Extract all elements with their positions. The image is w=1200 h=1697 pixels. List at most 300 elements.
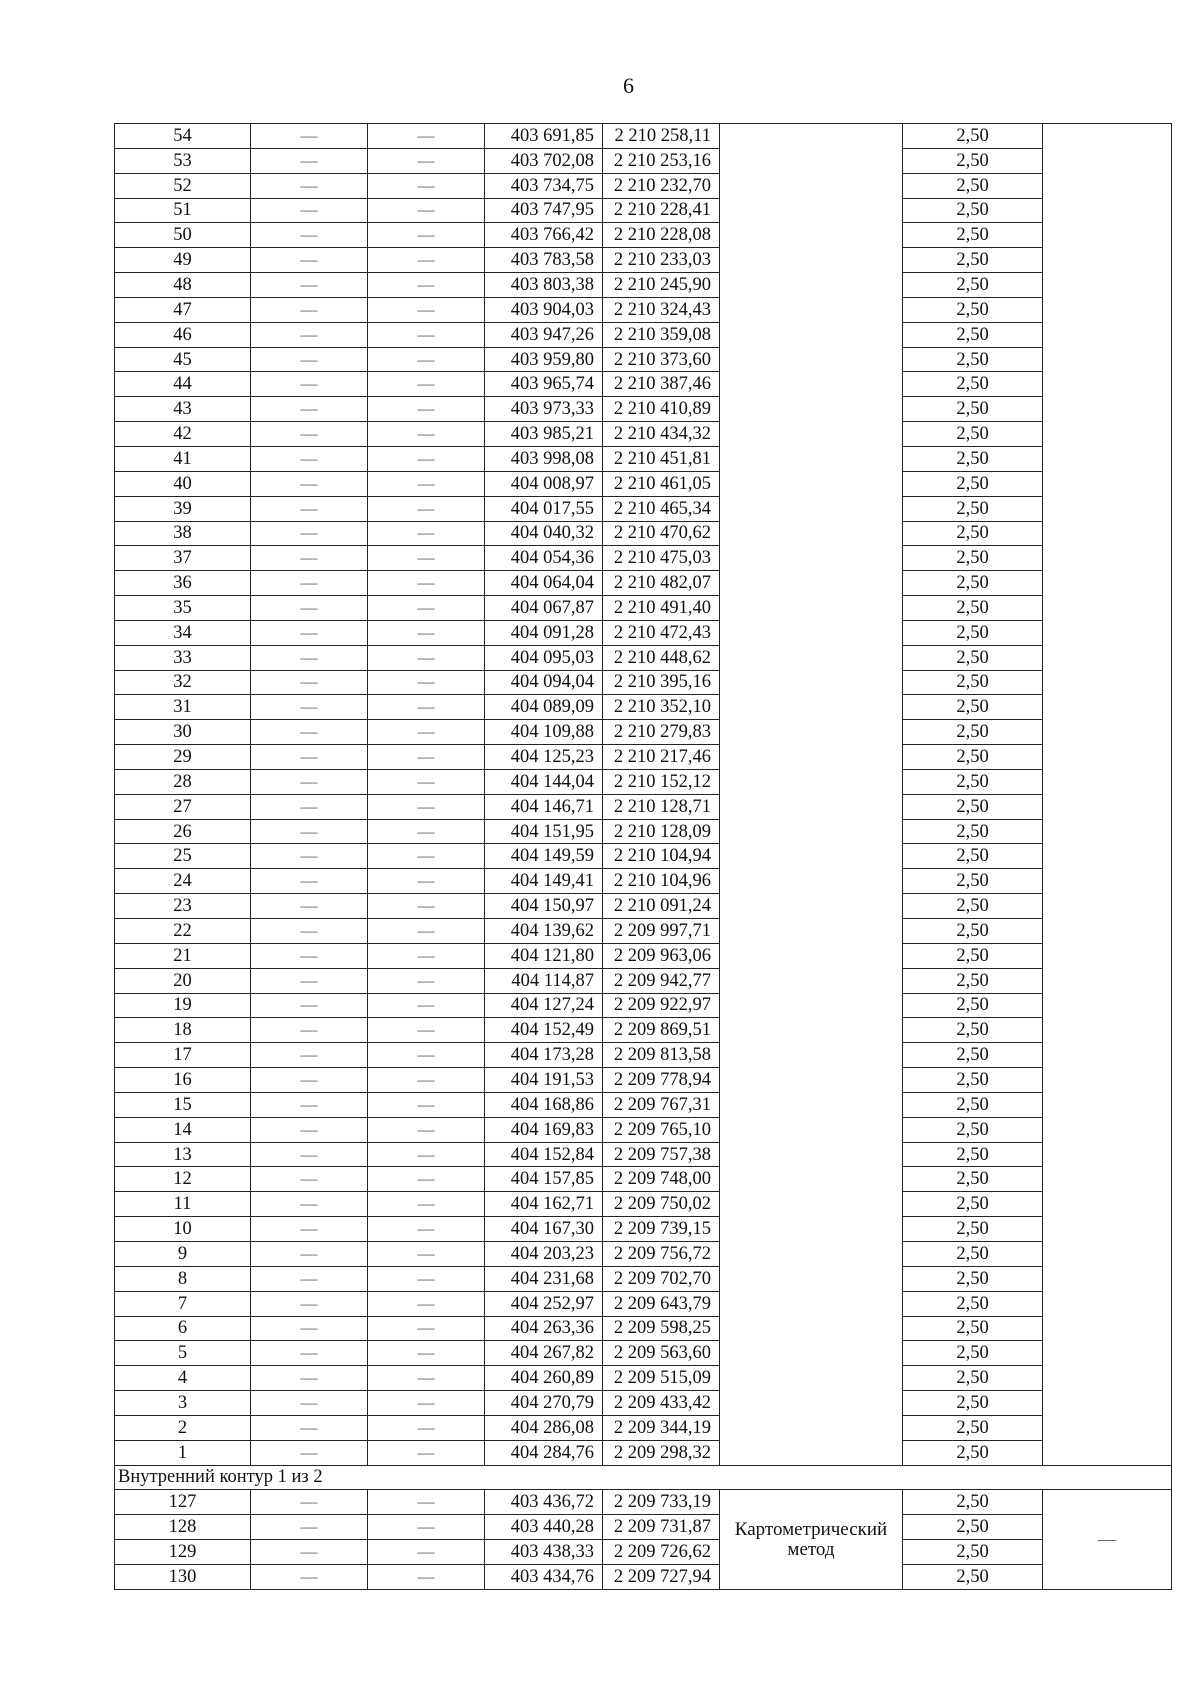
point-number-cell: 14 [115, 1117, 251, 1142]
coord-y-cell: 2 209 757,38 [603, 1142, 720, 1167]
table-row [115, 521, 1172, 546]
point-number-cell: 21 [115, 943, 251, 968]
point-number-cell: 37 [115, 546, 251, 571]
dash-cell: — [251, 1018, 368, 1043]
table-row [115, 1415, 1172, 1440]
dash-cell: — [368, 173, 485, 198]
point-number-cell: 3 [115, 1391, 251, 1416]
coord-y-cell: 2 210 152,12 [603, 769, 720, 794]
coord-x-cell: 404 095,03 [485, 645, 603, 670]
point-number-cell: 30 [115, 720, 251, 745]
dash-cell: — [368, 1540, 485, 1565]
table-row [115, 1241, 1172, 1266]
table-row [115, 1167, 1172, 1192]
point-number-cell: 36 [115, 571, 251, 596]
coord-y-cell: 2 209 750,02 [603, 1192, 720, 1217]
dash-cell: — [368, 124, 485, 149]
accuracy-cell: 2,50 [903, 1540, 1043, 1565]
accuracy-cell: 2,50 [903, 919, 1043, 944]
accuracy-cell: 2,50 [903, 571, 1043, 596]
coord-y-cell: 2 209 515,09 [603, 1366, 720, 1391]
dash-cell: — [251, 1440, 368, 1465]
coord-y-cell: 2 210 410,89 [603, 397, 720, 422]
dash-cell: — [368, 596, 485, 621]
dash-cell: — [251, 1167, 368, 1192]
accuracy-cell: 2,50 [903, 521, 1043, 546]
coord-y-cell: 2 210 245,90 [603, 273, 720, 298]
table-row [115, 1366, 1172, 1391]
coord-y-cell: 2 210 491,40 [603, 596, 720, 621]
table-row [115, 496, 1172, 521]
dash-cell: — [368, 372, 485, 397]
coord-x-cell: 404 008,97 [485, 471, 603, 496]
coord-x-cell: 404 114,87 [485, 968, 603, 993]
coord-x-cell: 403 766,42 [485, 223, 603, 248]
dash-cell: — [368, 819, 485, 844]
accuracy-cell: 2,50 [903, 1092, 1043, 1117]
accuracy-cell: 2,50 [903, 273, 1043, 298]
accuracy-cell: 2,50 [903, 1316, 1043, 1341]
point-number-cell: 5 [115, 1341, 251, 1366]
dash-cell: — [251, 1366, 368, 1391]
point-number-cell: 50 [115, 223, 251, 248]
dash-cell: — [368, 1117, 485, 1142]
point-number-cell: 8 [115, 1266, 251, 1291]
dash-cell: — [251, 620, 368, 645]
coord-y-cell: 2 209 731,87 [603, 1515, 720, 1540]
coord-y-cell: 2 210 475,03 [603, 546, 720, 571]
coord-y-cell: 2 210 461,05 [603, 471, 720, 496]
accuracy-cell: 2,50 [903, 1068, 1043, 1093]
table-row [115, 1092, 1172, 1117]
coord-y-cell: 2 210 472,43 [603, 620, 720, 645]
dash-cell: — [251, 273, 368, 298]
accuracy-cell: 2,50 [903, 943, 1043, 968]
dash-cell: — [368, 1391, 485, 1416]
coord-x-cell: 404 146,71 [485, 794, 603, 819]
point-number-cell: 49 [115, 248, 251, 273]
table-row [115, 670, 1172, 695]
dash-cell: — [251, 297, 368, 322]
coord-x-cell: 404 091,28 [485, 620, 603, 645]
coord-x-cell: 404 064,04 [485, 571, 603, 596]
coord-y-cell: 2 210 128,09 [603, 819, 720, 844]
point-number-cell: 24 [115, 869, 251, 894]
dash-cell: — [251, 521, 368, 546]
dash-cell: — [368, 769, 485, 794]
coord-y-cell: 2 210 465,34 [603, 496, 720, 521]
dash-cell: — [368, 1092, 485, 1117]
table-row [115, 1266, 1172, 1291]
coord-y-cell: 2 210 228,41 [603, 198, 720, 223]
accuracy-cell: 2,50 [903, 844, 1043, 869]
table-row [115, 1192, 1172, 1217]
coord-x-cell: 404 121,80 [485, 943, 603, 968]
dash-cell: — [251, 446, 368, 471]
coord-y-cell: 2 210 104,94 [603, 844, 720, 869]
dash-cell: — [368, 968, 485, 993]
accuracy-cell: 2,50 [903, 1440, 1043, 1465]
point-number-cell: 7 [115, 1291, 251, 1316]
coord-y-cell: 2 209 643,79 [603, 1291, 720, 1316]
coord-x-cell: 404 125,23 [485, 745, 603, 770]
point-number-cell: 47 [115, 297, 251, 322]
point-number-cell: 129 [115, 1540, 251, 1565]
dash-cell: — [251, 223, 368, 248]
dash-cell: — [368, 248, 485, 273]
accuracy-cell: 2,50 [903, 148, 1043, 173]
coord-x-cell: 403 783,58 [485, 248, 603, 273]
dash-cell: — [251, 148, 368, 173]
point-number-cell: 28 [115, 769, 251, 794]
dash-cell: — [368, 1192, 485, 1217]
dash-cell: — [368, 496, 485, 521]
coord-x-cell: 404 286,08 [485, 1415, 603, 1440]
coord-y-cell: 2 209 727,94 [603, 1564, 720, 1589]
accuracy-cell: 2,50 [903, 869, 1043, 894]
point-number-cell: 29 [115, 745, 251, 770]
accuracy-cell: 2,50 [903, 496, 1043, 521]
accuracy-cell: 2,50 [903, 968, 1043, 993]
dash-cell: — [368, 1167, 485, 1192]
dash-cell: — [251, 1316, 368, 1341]
dash-cell: — [251, 496, 368, 521]
coord-y-cell: 2 210 228,08 [603, 223, 720, 248]
table-row [115, 422, 1172, 447]
dash-cell: — [251, 422, 368, 447]
coord-x-cell: 404 127,24 [485, 993, 603, 1018]
table-row [115, 297, 1172, 322]
accuracy-cell: 2,50 [903, 620, 1043, 645]
dash-cell: — [368, 1564, 485, 1589]
dash-cell: — [251, 645, 368, 670]
dash-cell: — [368, 347, 485, 372]
table-row [115, 1540, 1172, 1565]
table-row [115, 720, 1172, 745]
coord-y-cell: 2 210 352,10 [603, 695, 720, 720]
table-row [115, 322, 1172, 347]
dash-cell: — [251, 1068, 368, 1093]
coord-x-cell: 403 691,85 [485, 124, 603, 149]
coord-x-cell: 404 017,55 [485, 496, 603, 521]
coord-y-cell: 2 210 258,11 [603, 124, 720, 149]
table-row [115, 1316, 1172, 1341]
table-row [115, 919, 1172, 944]
point-number-cell: 16 [115, 1068, 251, 1093]
accuracy-cell: 2,50 [903, 769, 1043, 794]
dash-cell: — [251, 1266, 368, 1291]
coord-y-cell: 2 209 813,58 [603, 1043, 720, 1068]
point-number-cell: 27 [115, 794, 251, 819]
dash-cell: — [368, 322, 485, 347]
accuracy-cell: 2,50 [903, 248, 1043, 273]
table-row [115, 1142, 1172, 1167]
dash-cell: — [251, 1564, 368, 1589]
point-number-cell: 43 [115, 397, 251, 422]
coord-y-cell: 2 209 997,71 [603, 919, 720, 944]
point-number-cell: 53 [115, 148, 251, 173]
accuracy-cell: 2,50 [903, 322, 1043, 347]
accuracy-cell: 2,50 [903, 1167, 1043, 1192]
coord-x-cell: 404 284,76 [485, 1440, 603, 1465]
point-number-cell: 35 [115, 596, 251, 621]
point-number-cell: 17 [115, 1043, 251, 1068]
dash-cell: — [251, 1217, 368, 1242]
point-number-cell: 31 [115, 695, 251, 720]
dash-cell: — [368, 297, 485, 322]
coord-y-cell: 2 209 733,19 [603, 1490, 720, 1515]
coord-x-cell: 404 168,86 [485, 1092, 603, 1117]
coord-y-cell: 2 209 869,51 [603, 1018, 720, 1043]
table-row [115, 1440, 1172, 1465]
accuracy-cell: 2,50 [903, 546, 1043, 571]
coord-y-cell: 2 209 767,31 [603, 1092, 720, 1117]
coord-x-cell: 403 965,74 [485, 372, 603, 397]
coord-x-cell: 403 947,26 [485, 322, 603, 347]
dash-cell: — [251, 1291, 368, 1316]
point-number-cell: 34 [115, 620, 251, 645]
dash-cell: — [251, 546, 368, 571]
accuracy-cell: 2,50 [903, 670, 1043, 695]
dash-cell: — [251, 1391, 368, 1416]
point-number-cell: 2 [115, 1415, 251, 1440]
accuracy-cell: 2,50 [903, 1391, 1043, 1416]
description-cell-empty [1043, 124, 1172, 1466]
table-row [115, 124, 1172, 149]
coord-x-cell: 404 152,84 [485, 1142, 603, 1167]
coord-y-cell: 2 209 598,25 [603, 1316, 720, 1341]
point-number-cell: 128 [115, 1515, 251, 1540]
dash-cell: — [251, 571, 368, 596]
dash-cell: — [251, 670, 368, 695]
coord-x-cell: 403 803,38 [485, 273, 603, 298]
table-row [115, 546, 1172, 571]
coord-y-cell: 2 209 726,62 [603, 1540, 720, 1565]
coord-y-cell: 2 210 091,24 [603, 894, 720, 919]
dash-cell: — [368, 1241, 485, 1266]
table-row [115, 1391, 1172, 1416]
point-number-cell: 6 [115, 1316, 251, 1341]
coord-x-cell: 404 263,36 [485, 1316, 603, 1341]
dash-cell: — [368, 1018, 485, 1043]
coord-y-cell: 2 210 482,07 [603, 571, 720, 596]
coord-y-cell: 2 209 748,00 [603, 1167, 720, 1192]
coord-y-cell: 2 210 451,81 [603, 446, 720, 471]
dash-cell: — [368, 894, 485, 919]
table-row [115, 1341, 1172, 1366]
dash-cell: — [251, 471, 368, 496]
table-row [115, 397, 1172, 422]
table-row [115, 1217, 1172, 1242]
point-number-cell: 15 [115, 1092, 251, 1117]
table-row [115, 869, 1172, 894]
point-number-cell: 40 [115, 471, 251, 496]
dash-cell: — [368, 397, 485, 422]
dash-cell: — [251, 173, 368, 198]
dash-cell: — [251, 1540, 368, 1565]
dash-cell: — [368, 546, 485, 571]
table-row [115, 571, 1172, 596]
dash-cell: — [251, 1490, 368, 1515]
accuracy-cell: 2,50 [903, 471, 1043, 496]
table-row [115, 695, 1172, 720]
accuracy-cell: 2,50 [903, 1490, 1043, 1515]
method-cell: Картометрический метод [720, 1490, 903, 1589]
coord-x-cell: 404 040,32 [485, 521, 603, 546]
dash-cell: — [251, 894, 368, 919]
coord-y-cell: 2 210 470,62 [603, 521, 720, 546]
coord-x-cell: 404 109,88 [485, 720, 603, 745]
accuracy-cell: 2,50 [903, 173, 1043, 198]
dash-cell: — [251, 1043, 368, 1068]
point-number-cell: 41 [115, 446, 251, 471]
dash-cell: — [368, 521, 485, 546]
dash-cell: — [251, 596, 368, 621]
point-number-cell: 20 [115, 968, 251, 993]
dash-cell: — [368, 943, 485, 968]
coord-x-cell: 404 270,79 [485, 1391, 603, 1416]
dash-cell: — [251, 372, 368, 397]
coord-x-cell: 404 260,89 [485, 1366, 603, 1391]
table-row [115, 248, 1172, 273]
table-row [115, 1490, 1172, 1515]
accuracy-cell: 2,50 [903, 1241, 1043, 1266]
coordinates-table [114, 123, 1172, 1590]
coord-x-cell: 404 191,53 [485, 1068, 603, 1093]
table-row [115, 1515, 1172, 1540]
table-row [115, 943, 1172, 968]
point-number-cell: 23 [115, 894, 251, 919]
accuracy-cell: 2,50 [903, 819, 1043, 844]
dash-cell: — [368, 720, 485, 745]
coord-y-cell: 2 209 563,60 [603, 1341, 720, 1366]
table-row [115, 198, 1172, 223]
dash-cell: — [368, 1515, 485, 1540]
accuracy-cell: 2,50 [903, 372, 1043, 397]
point-number-cell: 54 [115, 124, 251, 149]
dash-cell: — [368, 198, 485, 223]
coord-y-cell: 2 210 233,03 [603, 248, 720, 273]
dash-cell: — [368, 422, 485, 447]
accuracy-cell: 2,50 [903, 297, 1043, 322]
coord-x-cell: 404 139,62 [485, 919, 603, 944]
table-row [115, 844, 1172, 869]
coord-x-cell: 404 167,30 [485, 1217, 603, 1242]
dash-cell: — [368, 1490, 485, 1515]
point-number-cell: 46 [115, 322, 251, 347]
dash-cell: — [368, 645, 485, 670]
coord-y-cell: 2 210 104,96 [603, 869, 720, 894]
dash-cell: — [368, 223, 485, 248]
accuracy-cell: 2,50 [903, 745, 1043, 770]
coord-y-cell: 2 209 433,42 [603, 1391, 720, 1416]
dash-cell: — [251, 869, 368, 894]
dash-cell: — [368, 1440, 485, 1465]
accuracy-cell: 2,50 [903, 1117, 1043, 1142]
page-number: 6 [623, 73, 634, 98]
coord-y-cell: 2 210 279,83 [603, 720, 720, 745]
accuracy-cell: 2,50 [903, 596, 1043, 621]
point-number-cell: 38 [115, 521, 251, 546]
point-number-cell: 22 [115, 919, 251, 944]
coord-x-cell: 404 173,28 [485, 1043, 603, 1068]
coord-y-cell: 2 210 324,43 [603, 297, 720, 322]
coord-y-cell: 2 210 359,08 [603, 322, 720, 347]
coord-x-cell: 403 440,28 [485, 1515, 603, 1540]
point-number-cell: 10 [115, 1217, 251, 1242]
dash-cell: — [251, 1241, 368, 1266]
table-row [115, 173, 1172, 198]
table-row [115, 1291, 1172, 1316]
accuracy-cell: 2,50 [903, 1266, 1043, 1291]
dash-cell: — [368, 670, 485, 695]
dash-cell: — [251, 124, 368, 149]
coord-x-cell: 404 150,97 [485, 894, 603, 919]
accuracy-cell: 2,50 [903, 1564, 1043, 1589]
coord-x-cell: 404 067,87 [485, 596, 603, 621]
accuracy-cell: 2,50 [903, 645, 1043, 670]
accuracy-cell: 2,50 [903, 223, 1043, 248]
coord-x-cell: 404 252,97 [485, 1291, 603, 1316]
accuracy-cell: 2,50 [903, 422, 1043, 447]
accuracy-cell: 2,50 [903, 1515, 1043, 1540]
table-row [115, 645, 1172, 670]
coord-y-cell: 2 210 395,16 [603, 670, 720, 695]
table-row [115, 273, 1172, 298]
coord-x-cell: 404 157,85 [485, 1167, 603, 1192]
dash-cell: — [251, 1142, 368, 1167]
dash-cell: — [251, 695, 368, 720]
dash-cell: — [251, 347, 368, 372]
point-number-cell: 9 [115, 1241, 251, 1266]
accuracy-cell: 2,50 [903, 1415, 1043, 1440]
coord-y-cell: 2 209 739,15 [603, 1217, 720, 1242]
coord-y-cell: 2 209 344,19 [603, 1415, 720, 1440]
point-number-cell: 4 [115, 1366, 251, 1391]
dash-cell: — [368, 1291, 485, 1316]
coord-y-cell: 2 209 756,72 [603, 1241, 720, 1266]
point-number-cell: 18 [115, 1018, 251, 1043]
coord-x-cell: 404 151,95 [485, 819, 603, 844]
accuracy-cell: 2,50 [903, 198, 1043, 223]
coord-y-cell: 2 210 217,46 [603, 745, 720, 770]
dash-cell: — [251, 819, 368, 844]
dash-cell: — [251, 1341, 368, 1366]
coord-y-cell: 2 210 387,46 [603, 372, 720, 397]
point-number-cell: 45 [115, 347, 251, 372]
coord-y-cell: 2 210 434,32 [603, 422, 720, 447]
coord-x-cell: 403 436,72 [485, 1490, 603, 1515]
dash-cell: — [251, 794, 368, 819]
accuracy-cell: 2,50 [903, 1142, 1043, 1167]
dash-cell: — [251, 1515, 368, 1540]
table-row [115, 819, 1172, 844]
coord-x-cell: 404 089,09 [485, 695, 603, 720]
coord-x-cell: 403 702,08 [485, 148, 603, 173]
table-row [115, 372, 1172, 397]
coord-x-cell: 403 434,76 [485, 1564, 603, 1589]
table-row [115, 223, 1172, 248]
accuracy-cell: 2,50 [903, 794, 1043, 819]
dash-cell: — [251, 919, 368, 944]
dash-cell: — [368, 273, 485, 298]
coord-x-cell: 404 094,04 [485, 670, 603, 695]
coord-y-cell: 2 209 922,97 [603, 993, 720, 1018]
point-number-cell: 13 [115, 1142, 251, 1167]
dash-cell: — [251, 720, 368, 745]
coord-x-cell: 404 149,59 [485, 844, 603, 869]
dash-cell: — [368, 148, 485, 173]
